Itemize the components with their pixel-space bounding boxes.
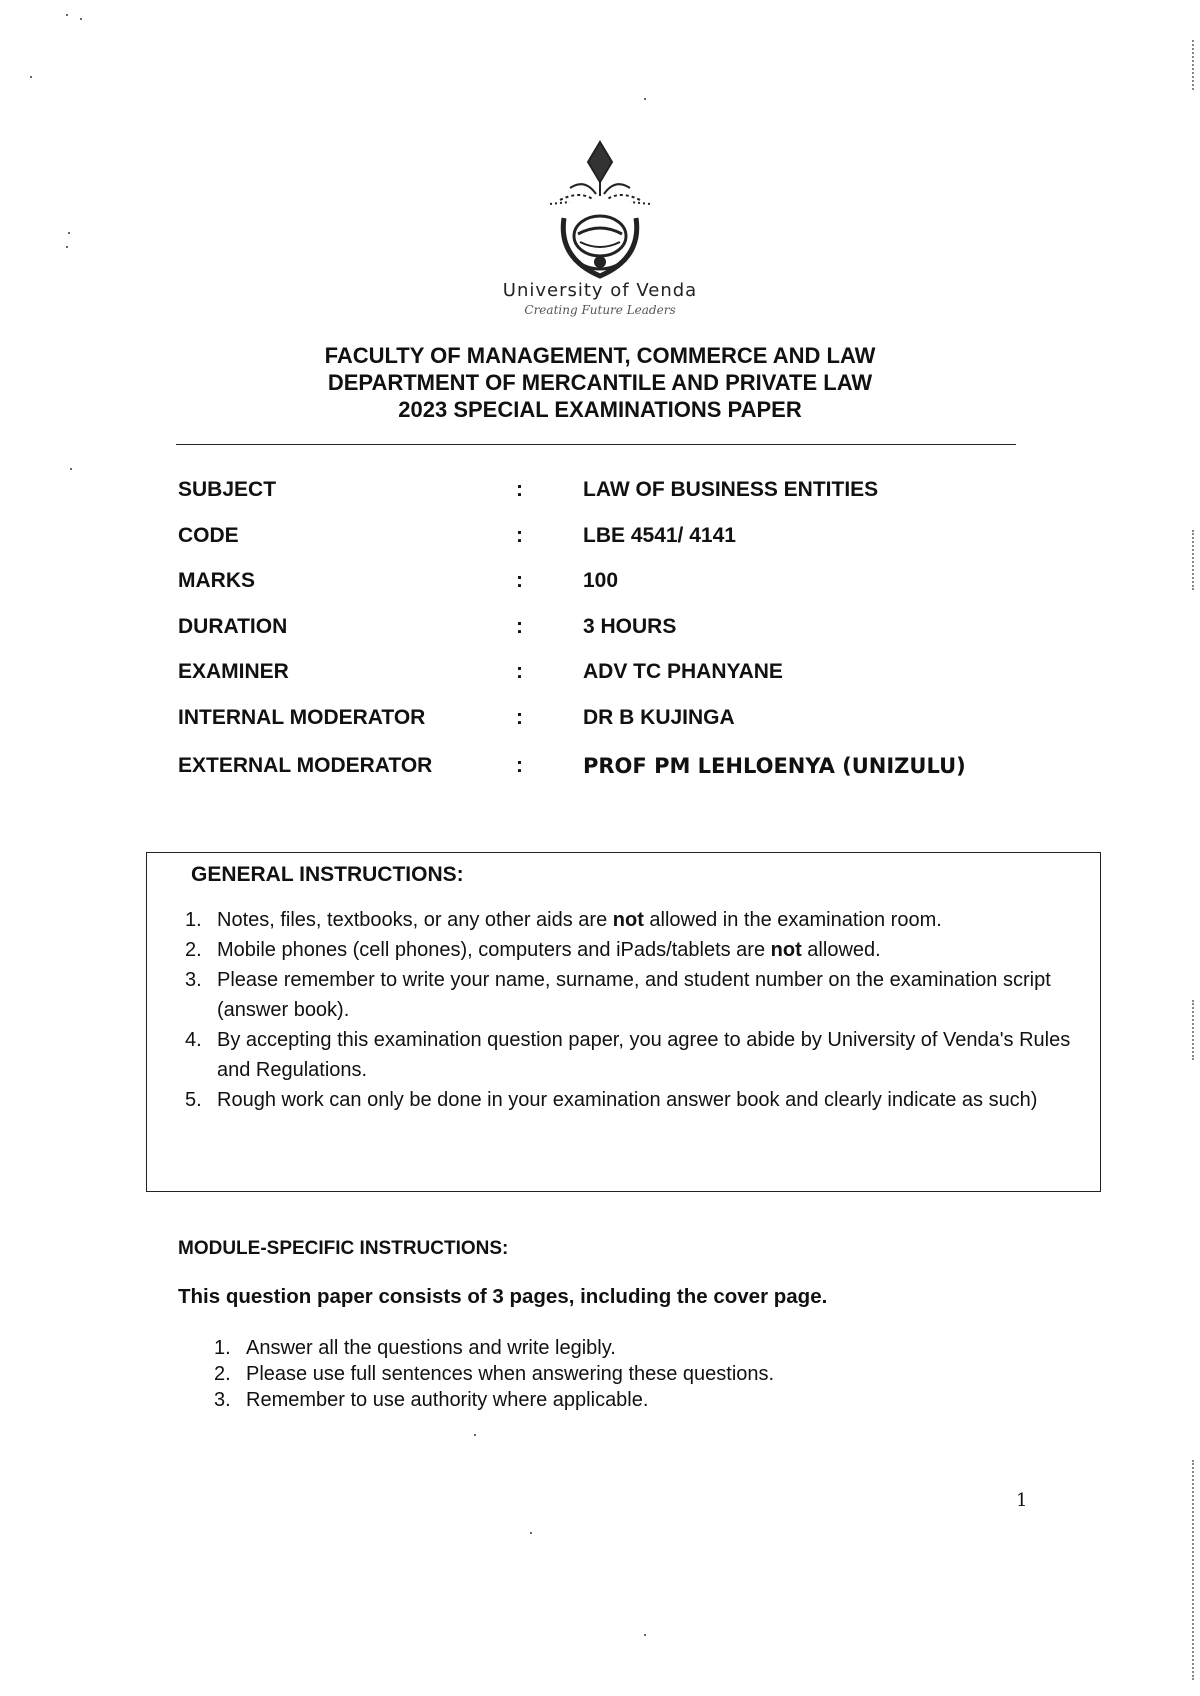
list-number: 2. (214, 1363, 231, 1385)
detail-label: INTERNAL MODERATOR (178, 705, 426, 729)
detail-value: LBE 4541/ 4141 (583, 523, 736, 547)
detail-label: DURATION (178, 614, 288, 638)
detail-separator: : (516, 614, 523, 638)
scan-speck (530, 1532, 532, 1534)
scan-speck (70, 468, 72, 470)
list-item (173, 905, 1073, 935)
list-text: Mobile phones (cell phones), computers and iPads/tablets are (217, 939, 771, 961)
scan-speck (644, 1634, 646, 1636)
list-number: 4. (185, 1029, 202, 1051)
list-text: allowed in the examination room. (643, 909, 942, 931)
exam-details (178, 478, 1018, 800)
list-item (173, 1025, 1073, 1085)
detail-row-duration (178, 615, 1018, 661)
detail-separator: : (516, 569, 523, 592)
university-crest-logo (530, 138, 670, 286)
scan-speck (474, 1434, 476, 1436)
detail-value: 100 (583, 569, 619, 592)
list-item (208, 1361, 1068, 1387)
detail-value: 3 HOURS (583, 614, 677, 638)
detail-label: MARKS (178, 569, 255, 592)
detail-separator: : (516, 478, 523, 501)
general-instructions-box (146, 852, 1101, 1192)
detail-row-code (178, 524, 1018, 570)
list-item (173, 1085, 1073, 1115)
list-number: 1. (185, 909, 202, 931)
list-text: By accepting this examination question paper, you agree to abide by University of Venda's Rules and Regulations. (217, 1029, 1071, 1081)
faculty-heading: FACULTY OF MANAGEMENT, COMMERCE AND LAW (324, 343, 876, 368)
general-instructions-list (173, 905, 1073, 1115)
module-instructions-title: MODULE-SPECIFIC INSTRUCTIONS: (178, 1238, 509, 1259)
detail-value: PROF PM LEHLOENYA (UNIZULU) (583, 754, 966, 778)
module-instructions-list (208, 1335, 1068, 1413)
list-text-emphasis: not (612, 909, 644, 931)
detail-value: ADV TC PHANYANE (583, 660, 783, 683)
scan-speck (68, 232, 70, 234)
scan-edge-dots (1192, 1000, 1196, 1060)
list-number: 1. (214, 1337, 231, 1359)
list-number: 3. (185, 969, 202, 991)
list-item (208, 1335, 1068, 1361)
detail-label: CODE (178, 523, 239, 547)
department-heading: DEPARTMENT OF MERCANTILE AND PRIVATE LAW (327, 370, 873, 395)
university-name: University of Venda (502, 280, 698, 301)
detail-separator: : (516, 705, 523, 729)
detail-label: EXAMINER (178, 660, 289, 683)
detail-row-examiner (178, 660, 1018, 706)
list-item (208, 1387, 1068, 1413)
detail-separator: : (516, 660, 523, 683)
page-number: 1 (1016, 1490, 1028, 1511)
detail-row-marks (178, 569, 1018, 615)
list-number: 5. (185, 1089, 202, 1111)
detail-label: SUBJECT (178, 478, 277, 501)
list-number: 2. (185, 939, 202, 961)
list-text: Notes, files, textbooks, or any other aids are (217, 909, 613, 931)
scan-edge-dots (1192, 1460, 1196, 1680)
list-text: allowed. (801, 939, 881, 961)
list-item (173, 965, 1073, 1025)
paper-heading: 2023 SPECIAL EXAMINATIONS PAPER (398, 397, 802, 422)
general-instructions-title: GENERAL INSTRUCTIONS: (191, 863, 464, 886)
list-number: 3. (214, 1389, 231, 1411)
list-text: Please use full sentences when answering these questions. (246, 1363, 775, 1385)
detail-value: DR B KUJINGA (583, 705, 735, 729)
header-divider (176, 444, 1016, 445)
scan-edge-dots (1192, 40, 1196, 90)
detail-separator: : (516, 523, 523, 547)
list-text: Remember to use authority where applicable. (246, 1389, 649, 1411)
detail-row-internal-moderator (178, 706, 1018, 752)
list-text: Answer all the questions and write legibly. (246, 1337, 616, 1359)
scan-speck (66, 14, 68, 16)
scan-speck (66, 246, 68, 248)
detail-row-external-moderator (178, 754, 1018, 800)
scan-speck (80, 18, 82, 20)
detail-label: EXTERNAL MODERATOR (178, 754, 433, 777)
scan-edge-dots (1192, 530, 1196, 590)
detail-value: LAW OF BUSINESS ENTITIES (583, 478, 879, 501)
page-count-note: This question paper consists of 3 pages, including the cover page. (178, 1285, 828, 1308)
university-motto: Creating Future Leaders (524, 303, 676, 317)
detail-separator: : (516, 754, 523, 777)
list-text-emphasis: not (770, 939, 802, 961)
list-text: Please remember to write your name, surname, and student number on the examination script (answer book). (217, 969, 1051, 1021)
scan-speck (30, 76, 32, 78)
scan-speck (644, 98, 646, 100)
list-text: Rough work can only be done in your examination answer book and clearly indicate as such) (217, 1089, 1038, 1111)
detail-row-subject (178, 478, 1018, 524)
list-item (173, 935, 1073, 965)
